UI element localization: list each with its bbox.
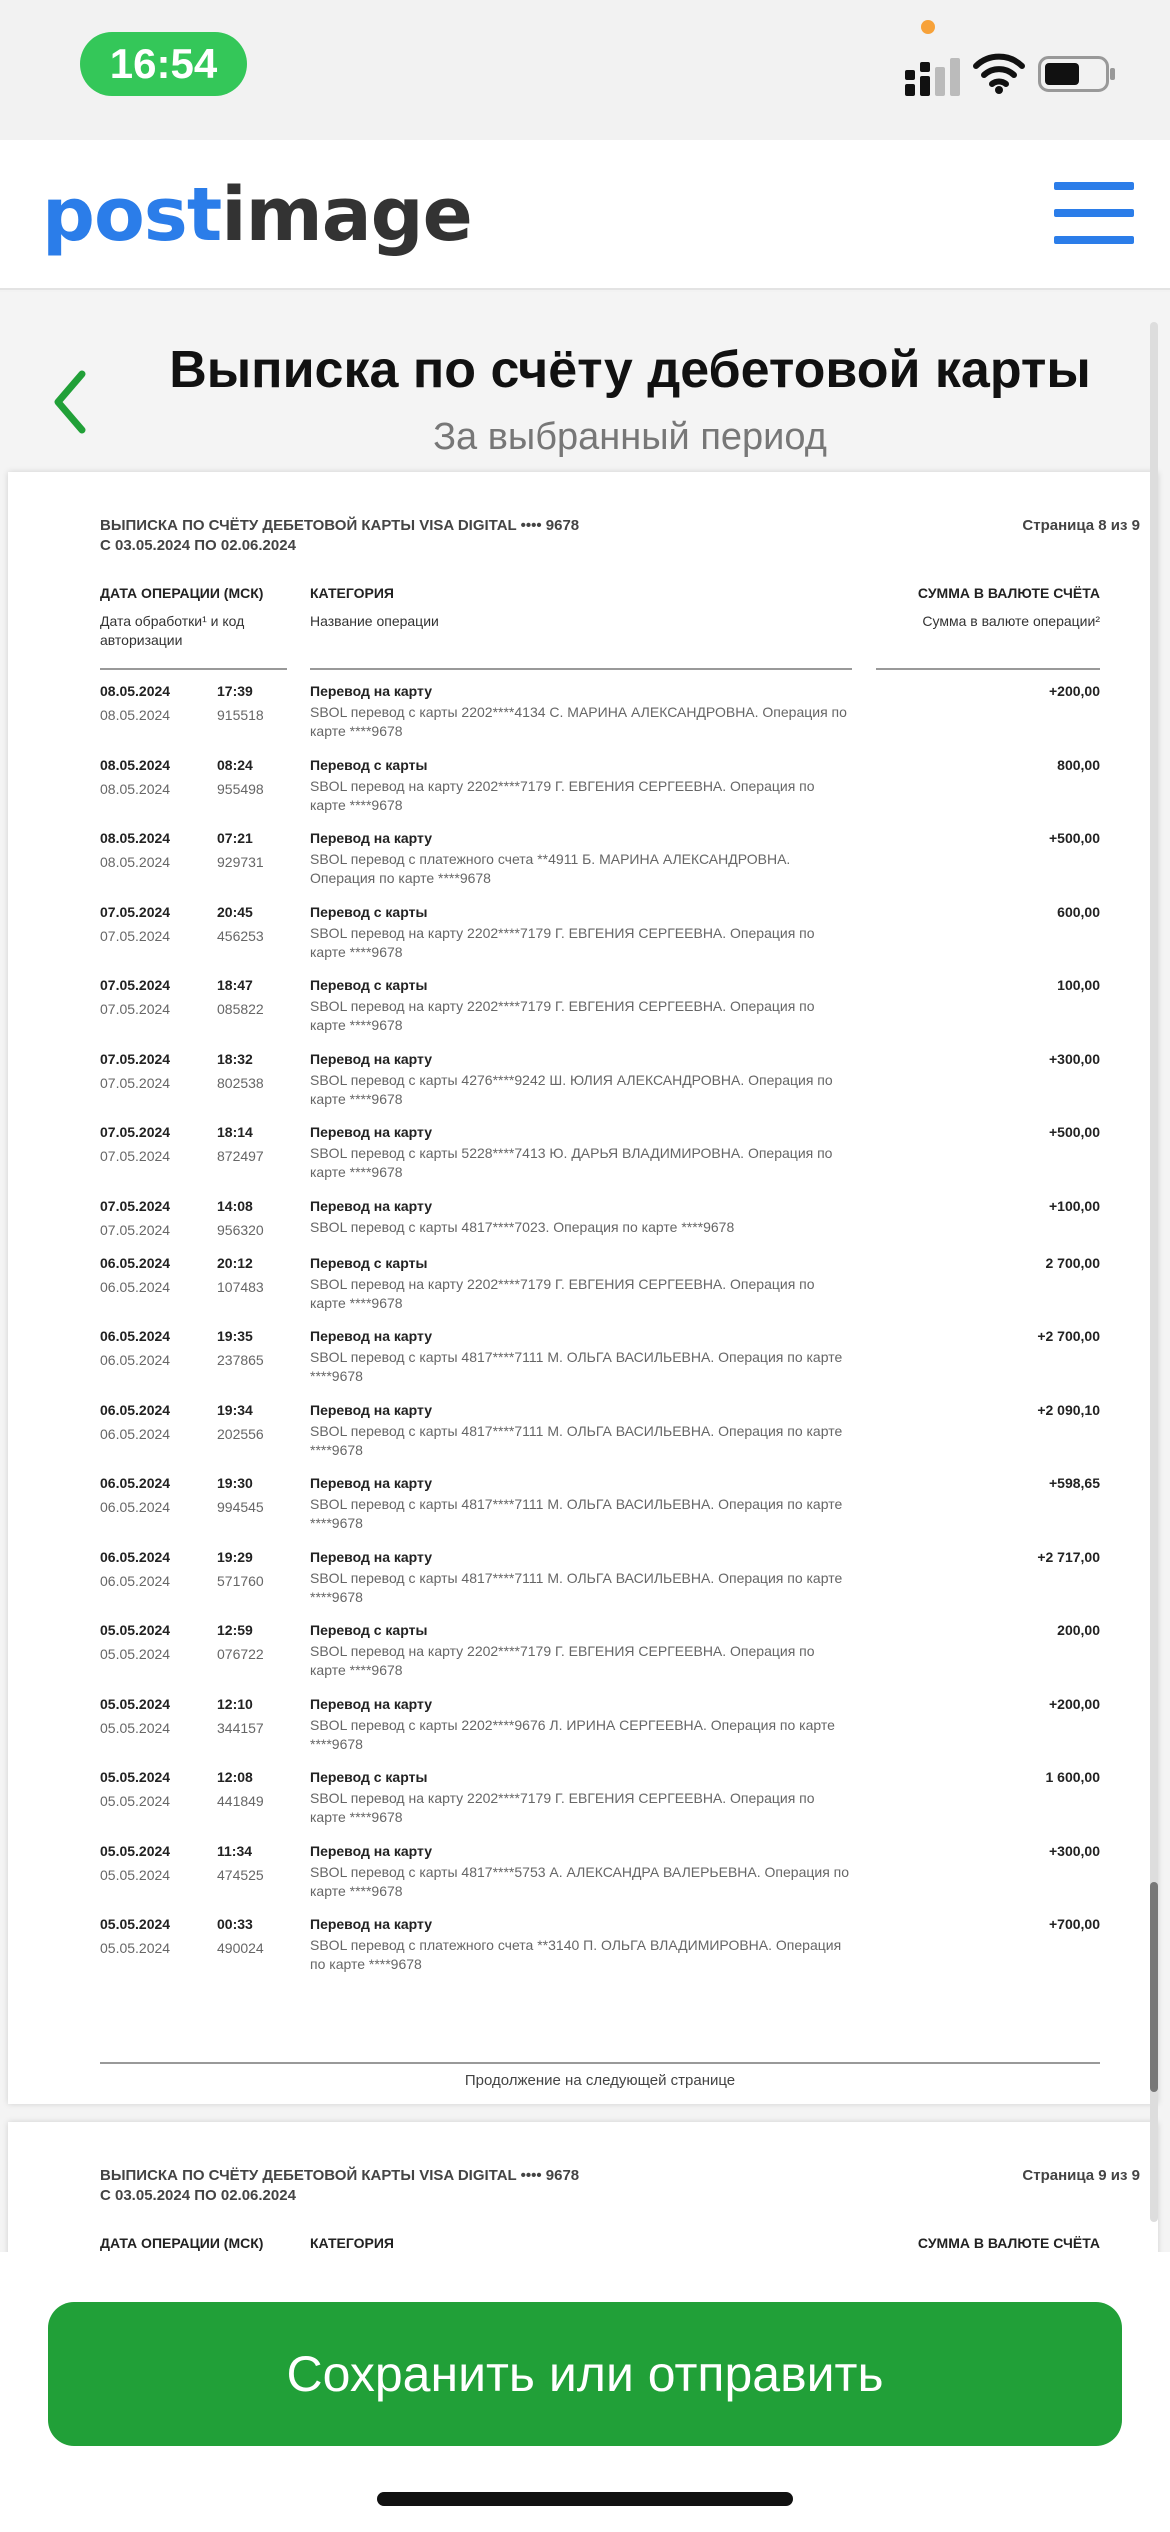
save-or-share-button[interactable]: Сохранить или отправить <box>48 2302 1122 2446</box>
auth-code: 474525 <box>217 1866 264 1883</box>
operation-category: Перевод на карту <box>310 1050 433 1067</box>
column-header-amount: СУММА В ВАЛЮТЕ СЧЁТА <box>917 585 1100 601</box>
auth-code: 441849 <box>217 1793 264 1809</box>
processing-date: 06.05.2024 <box>100 1572 171 1589</box>
operation-amount: +100,00 <box>1049 1197 1100 1214</box>
operation-category: Перевод на карту <box>310 1401 433 1418</box>
operation-amount: +500,00 <box>1049 1124 1100 1140</box>
operation-date: 08.05.2024 <box>100 683 171 699</box>
auth-code: 107483 <box>217 1278 264 1295</box>
table-row <box>100 976 1100 1048</box>
processing-date: 07.05.2024 <box>100 1148 171 1164</box>
operation-amount: 1 600,00 <box>1045 1769 1100 1785</box>
postimage-logo[interactable] <box>42 170 472 260</box>
scrollbar[interactable] <box>1150 322 1158 2222</box>
operation-amount: 2 700,00 <box>1045 1254 1100 1271</box>
site-header <box>0 140 1170 290</box>
statement-heading-account: ВЫПИСКА ПО СЧЁТУ ДЕБЕТОВОЙ КАРТЫ VISA DIGITAL •••• 9678 <box>100 517 580 534</box>
operation-description: SBOL перевод на карту 2202****7179 Г. ЕВГЕНИЯ СЕРГЕЕВНА. Операция по карте ****9678 <box>310 1790 815 1825</box>
column-header-date: ДАТА ОПЕРАЦИИ (МСК) <box>100 585 264 601</box>
column-subheader-category: Название операции <box>310 613 439 629</box>
operation-date: 08.05.2024 <box>100 756 171 773</box>
auth-code: 085822 <box>217 1001 264 1017</box>
statement-heading <box>100 516 1140 556</box>
operation-time: 08:24 <box>217 756 253 773</box>
operation-description: SBOL перевод на карту 2202****7179 Г. ЕВГЕНИЯ СЕРГЕЕВНА. Операция по карте ****9678 <box>310 924 815 960</box>
table-row <box>100 682 1100 754</box>
table-row <box>100 1621 1100 1693</box>
bottom-action-area <box>0 2252 1170 2532</box>
operation-time: 12:10 <box>217 1695 253 1712</box>
auth-code: 344157 <box>217 1719 264 1736</box>
operation-category: Перевод с карты <box>310 756 428 773</box>
document-title: Выписка по счёту дебетовой карты <box>169 341 1091 399</box>
statement-heading-period: С 03.05.2024 ПО 02.06.2024 <box>100 537 296 554</box>
operation-amount: 600,00 <box>1057 903 1100 920</box>
operation-date: 05.05.2024 <box>100 1622 171 1638</box>
divider <box>100 668 287 670</box>
operation-amount: +200,00 <box>1049 683 1100 699</box>
operation-date: 07.05.2024 <box>100 1197 171 1214</box>
operation-time: 17:39 <box>217 683 253 699</box>
auth-code: 456253 <box>217 927 264 944</box>
operation-category: Перевод на карту <box>310 1695 433 1712</box>
processing-date: 08.05.2024 <box>100 780 171 797</box>
table-row <box>100 1327 1100 1399</box>
operation-amount: 200,00 <box>1057 1622 1100 1638</box>
operation-amount: +300,00 <box>1049 1050 1100 1067</box>
battery-icon <box>1038 56 1116 92</box>
operation-amount: +598,65 <box>1049 1475 1100 1491</box>
table-row <box>100 1768 1100 1840</box>
column-header-date: ДАТА ОПЕРАЦИИ (МСК) <box>100 2235 264 2251</box>
page-number: Страница 8 из 9 <box>1022 517 1140 534</box>
operation-time: 00:33 <box>217 1916 253 1932</box>
table-row <box>100 829 1100 901</box>
operation-amount: +2 090,10 <box>1037 1401 1100 1418</box>
back-chevron-icon[interactable] <box>44 362 94 442</box>
column-header-category: КАТЕГОРИЯ <box>310 585 394 601</box>
processing-date: 05.05.2024 <box>100 1940 171 1956</box>
operation-date: 06.05.2024 <box>100 1254 171 1271</box>
operation-description: SBOL перевод на карту 2202****7179 Г. ЕВГЕНИЯ СЕРГЕЕВНА. Операция по карте ****9678 <box>310 998 815 1033</box>
operation-category: Перевод на карту <box>310 1916 433 1932</box>
operation-description: SBOL перевод на карту 2202****7179 Г. ЕВГЕНИЯ СЕРГЕЕВНА. Операция по карте ****9678 <box>310 1275 815 1311</box>
cellular-signal-icon <box>905 56 961 96</box>
operation-date: 06.05.2024 <box>100 1328 171 1344</box>
operation-time: 18:47 <box>217 977 253 993</box>
processing-date: 06.05.2024 <box>100 1352 171 1368</box>
processing-date: 07.05.2024 <box>100 1001 171 1017</box>
table-row <box>100 1548 1100 1620</box>
processing-date: 07.05.2024 <box>100 1074 171 1091</box>
auth-code: 955498 <box>217 780 264 797</box>
auth-code: 237865 <box>217 1352 264 1368</box>
operation-description: SBOL перевод с карты 4817****7111 М. ОЛЬГА ВАСИЛЬЕВНА. Операция по карте ****9678 <box>310 1422 843 1458</box>
operation-category: Перевод на карту <box>310 1842 433 1859</box>
page-number: Страница 9 из 9 <box>1022 2167 1140 2184</box>
continuation-note: Продолжение на следующей странице <box>464 2072 736 2089</box>
logo-text-image: image <box>221 172 472 258</box>
processing-date: 08.05.2024 <box>100 707 171 723</box>
operation-date: 07.05.2024 <box>100 977 171 993</box>
processing-date: 05.05.2024 <box>100 1866 171 1883</box>
operation-category: Перевод на карту <box>310 830 433 846</box>
home-indicator[interactable] <box>377 2492 793 2506</box>
operation-time: 19:34 <box>217 1401 253 1418</box>
operation-category: Перевод на карту <box>310 1548 433 1565</box>
auth-code: 956320 <box>217 1221 264 1238</box>
operation-amount: +500,00 <box>1049 830 1100 846</box>
table-row <box>100 1123 1100 1195</box>
operation-amount: 800,00 <box>1057 756 1100 773</box>
column-header-amount: СУММА В ВАЛЮТЕ СЧЁТА <box>917 2235 1100 2251</box>
column-subheader-amount: Сумма в валюте операции² <box>922 613 1100 629</box>
operation-description: SBOL перевод с карты 5228****7413 Ю. ДАРЬЯ ВЛАДИМИРОВНА. Операция по карте ****9678 <box>310 1145 833 1180</box>
operation-time: 18:32 <box>217 1050 253 1067</box>
status-bar <box>0 0 1170 140</box>
column-header-category: КАТЕГОРИЯ <box>310 2235 394 2251</box>
operation-category: Перевод с карты <box>310 1769 428 1785</box>
processing-date: 06.05.2024 <box>100 1278 171 1295</box>
table-row <box>100 1401 1100 1473</box>
table-row <box>100 756 1100 828</box>
column-subheader-date: Дата обработки¹ и код авторизации <box>100 613 245 648</box>
logo-text-post: post <box>42 172 222 258</box>
operation-date: 05.05.2024 <box>100 1916 171 1932</box>
table-row <box>100 1842 1100 1914</box>
operation-category: Перевод на карту <box>310 1328 433 1344</box>
operation-description: SBOL перевод с платежного счета **3140 П. ОЛЬГА ВЛАДИМИРОВНА. Операция по карте ****9678 <box>310 1937 842 1972</box>
auth-code: 994545 <box>217 1499 264 1515</box>
processing-date: 05.05.2024 <box>100 1646 171 1662</box>
privacy-indicator-dot <box>921 20 935 34</box>
auth-code: 571760 <box>217 1572 264 1589</box>
operation-description: SBOL перевод с карты 4817****7111 М. ОЛЬГА ВАСИЛЬЕВНА. Операция по карте ****9678 <box>310 1569 843 1605</box>
table-row <box>100 903 1100 975</box>
operation-time: 11:34 <box>217 1842 253 1859</box>
processing-date: 06.05.2024 <box>100 1499 171 1515</box>
operation-date: 07.05.2024 <box>100 1124 171 1140</box>
operation-category: Перевод на карту <box>310 1475 433 1491</box>
table-row <box>100 1474 1100 1546</box>
operation-description: SBOL перевод с карты 4817****7111 М. ОЛЬГА ВАСИЛЬЕВНА. Операция по карте ****9678 <box>310 1349 843 1384</box>
operation-date: 05.05.2024 <box>100 1769 171 1785</box>
table-row <box>100 1695 1100 1767</box>
operation-description: SBOL перевод с карты 2202****4134 С. МАРИНА АЛЕКСАНДРОВНА. Операция по карте ****9678 <box>310 704 847 739</box>
operation-amount: +2 700,00 <box>1037 1328 1100 1344</box>
operation-date: 07.05.2024 <box>100 1050 171 1067</box>
operation-time: 07:21 <box>217 830 253 846</box>
table-row <box>100 1915 1100 1987</box>
operation-description: SBOL перевод с карты 4817****7111 М. ОЛЬГА ВАСИЛЬЕВНА. Операция по карте ****9678 <box>310 1496 843 1531</box>
operation-description: SBOL перевод с карты 4817****5753 А. АЛЕКСАНДРА ВАЛЕРЬЕВНА. Операция по карте ****9678 <box>310 1863 850 1899</box>
operation-category: Перевод с карты <box>310 977 428 993</box>
operation-date: 06.05.2024 <box>100 1401 171 1418</box>
processing-date: 07.05.2024 <box>100 1221 171 1238</box>
operation-amount: +200,00 <box>1049 1695 1100 1712</box>
processing-date: 07.05.2024 <box>100 927 171 944</box>
hamburger-menu-icon[interactable] <box>1054 182 1134 244</box>
operation-category: Перевод на карту <box>310 1197 433 1214</box>
operation-time: 19:30 <box>217 1475 253 1491</box>
auth-code: 202556 <box>217 1425 264 1442</box>
operation-description: SBOL перевод с карты 4817****7023. Операция по карте ****9678 <box>310 1218 735 1235</box>
operation-description: SBOL перевод с карты 4276****9242 Ш. ЮЛИЯ АЛЕКСАНДРОВНА. Операция по карте ****9678 <box>310 1071 833 1107</box>
document-subtitle: За выбранный период <box>433 416 827 458</box>
auth-code: 872497 <box>217 1148 264 1164</box>
statement-heading-account: ВЫПИСКА ПО СЧЁТУ ДЕБЕТОВОЙ КАРТЫ VISA DIGITAL •••• 9678 <box>100 2167 580 2184</box>
operation-category: Перевод с карты <box>310 903 428 920</box>
operation-date: 06.05.2024 <box>100 1475 171 1491</box>
statement-heading-period: С 03.05.2024 ПО 02.06.2024 <box>100 2187 296 2204</box>
processing-date: 08.05.2024 <box>100 854 171 870</box>
operation-category: Перевод на карту <box>310 683 433 699</box>
operation-amount: +300,00 <box>1049 1842 1100 1859</box>
operation-time: 20:12 <box>217 1254 253 1271</box>
operation-category: Перевод с карты <box>310 1622 428 1638</box>
auth-code: 490024 <box>217 1940 264 1956</box>
operation-category: Перевод с карты <box>310 1254 428 1271</box>
operation-amount: +2 717,00 <box>1037 1548 1100 1565</box>
statement-heading <box>100 2166 1140 2206</box>
operation-date: 07.05.2024 <box>100 903 171 920</box>
auth-code: 802538 <box>217 1074 264 1091</box>
operation-date: 06.05.2024 <box>100 1548 171 1565</box>
auth-code: 929731 <box>217 854 264 870</box>
operation-amount: +700,00 <box>1049 1916 1100 1932</box>
operation-description: SBOL перевод на карту 2202****7179 Г. ЕВГЕНИЯ СЕРГЕЕВНА. Операция по карте ****9678 <box>310 1643 815 1678</box>
operation-description: SBOL перевод с платежного счета **4911 Б. МАРИНА АЛЕКСАНДРОВНА. Операция по карте ****9678 <box>310 851 791 886</box>
processing-date: 06.05.2024 <box>100 1425 171 1442</box>
statement-page-next <box>8 2122 1158 2252</box>
operation-time: 20:45 <box>217 903 253 920</box>
status-time: 16:54 <box>80 32 247 96</box>
operation-date: 08.05.2024 <box>100 830 171 846</box>
operation-date: 05.05.2024 <box>100 1695 171 1712</box>
divider <box>100 2062 1100 2064</box>
statement-page <box>8 472 1158 2104</box>
processing-date: 05.05.2024 <box>100 1719 171 1736</box>
processing-date: 05.05.2024 <box>100 1793 171 1809</box>
table-row <box>100 1254 1100 1326</box>
operation-time: 19:29 <box>217 1548 253 1565</box>
auth-code: 915518 <box>217 707 264 723</box>
operation-time: 18:14 <box>217 1124 253 1140</box>
auth-code: 076722 <box>217 1646 264 1662</box>
operation-time: 19:35 <box>217 1328 253 1344</box>
divider <box>310 668 852 670</box>
operation-date: 05.05.2024 <box>100 1842 171 1859</box>
document-viewer[interactable] <box>0 292 1170 2252</box>
operation-time: 12:59 <box>217 1622 253 1638</box>
table-row <box>100 1050 1100 1122</box>
operation-category: Перевод на карту <box>310 1124 433 1140</box>
operation-description: SBOL перевод на карту 2202****7179 Г. ЕВГЕНИЯ СЕРГЕЕВНА. Операция по карте ****9678 <box>310 777 815 813</box>
operation-time: 14:08 <box>217 1197 253 1214</box>
divider <box>876 668 1100 670</box>
operation-description: SBOL перевод с карты 2202****9676 Л. ИРИНА СЕРГЕЕВНА. Операция по карте ****9678 <box>310 1716 835 1752</box>
operation-amount: 100,00 <box>1057 977 1100 993</box>
operation-time: 12:08 <box>217 1769 253 1785</box>
scrollbar-thumb[interactable] <box>1150 1882 1158 2092</box>
wifi-icon <box>972 52 1026 94</box>
